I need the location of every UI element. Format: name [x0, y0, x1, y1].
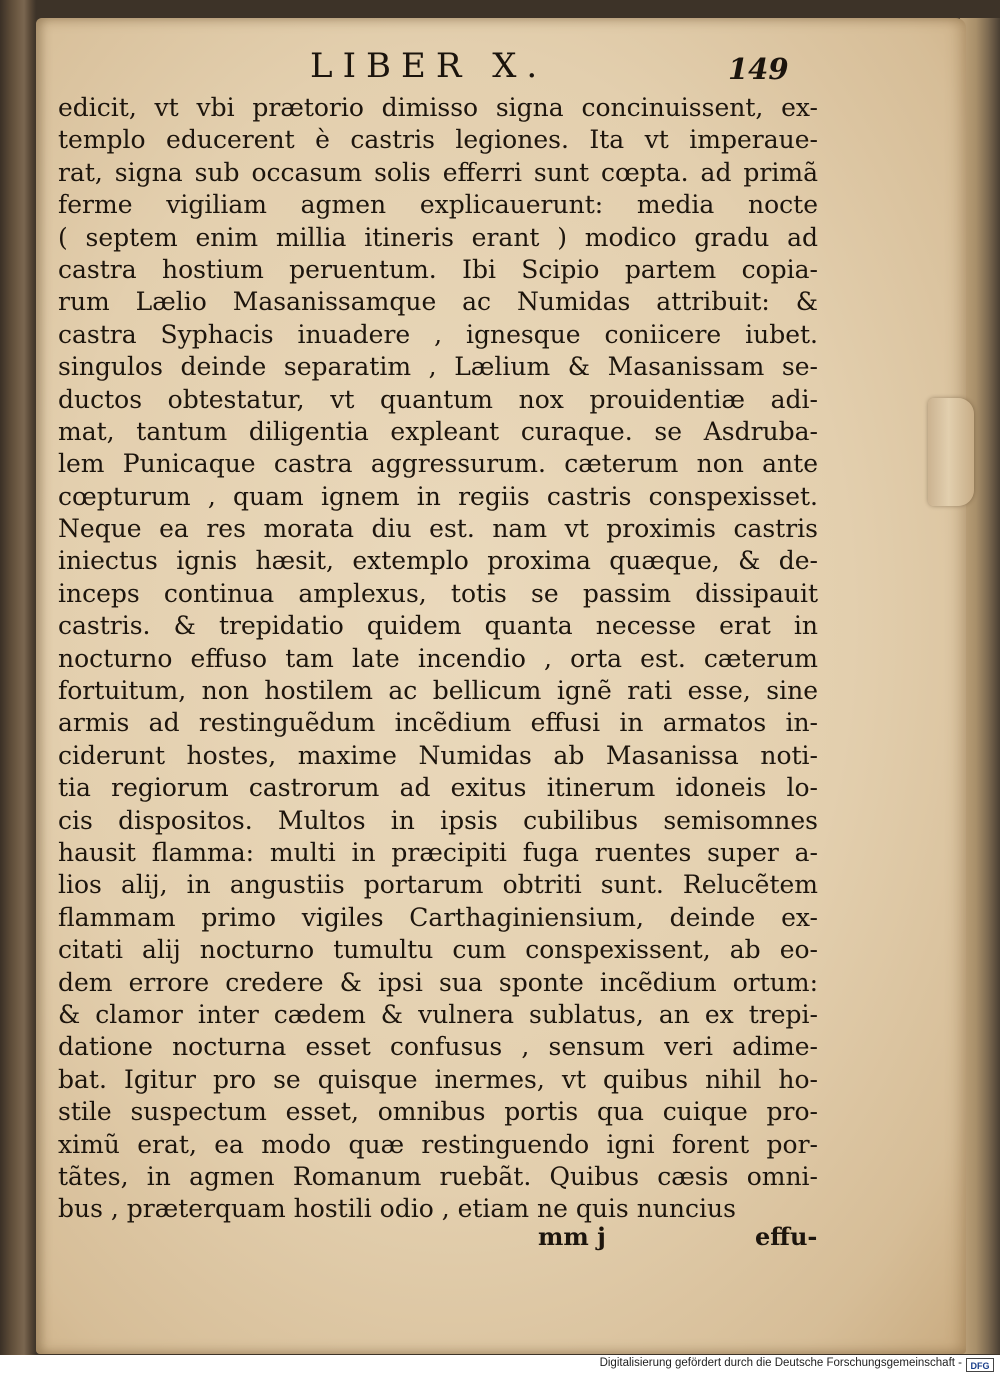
- text-line: templo educerent è castris legiones. Ita vt imperaue-: [58, 125, 818, 155]
- text-line: hausit flamma: multi in præcipiti fuga ruentes super a-: [58, 837, 818, 867]
- catchword: effu-: [755, 1222, 818, 1251]
- text-line: lem Punicaque castra aggressurum. cæterum non ante: [58, 449, 818, 479]
- text-line: fortuitum, non hostilem ac bellicum ignẽ rati esse, sine: [58, 676, 818, 706]
- text-line: ductos obtestatur, vt quantum nox prouidentiæ adi-: [58, 384, 818, 414]
- text-line: bat. Igitur pro se quisque inermes, vt quibus nihil ho-: [58, 1064, 818, 1094]
- text-line: tia regiorum castrorum ad exitus itinerum idoneis lo-: [58, 773, 818, 803]
- page-fore-edge: [960, 18, 1000, 1354]
- text-line: cœpturum , quam ignem in regiis castris conspexisset.: [58, 481, 818, 511]
- text-line: lios alij, in angustiis portarum obtriti sunt. Relucẽtem: [58, 870, 818, 900]
- dfg-logo-icon: DFG: [966, 1358, 994, 1372]
- text-line: edicit, vt vbi prætorio dimisso signa concinuissent, ex-: [58, 93, 818, 122]
- text-line: dem errore credere & ipsi sua sponte incẽdium ortum:: [58, 967, 818, 997]
- text-line: nocturno effuso tam late incendio , orta est. cæterum: [58, 643, 818, 673]
- funding-credit: Digitalisierung gefördert durch die Deutsche Forschungsgemeinschaft -: [599, 1357, 962, 1369]
- text-line: inceps continua amplexus, totis se passim dissipauit: [58, 578, 818, 608]
- signature-mark: mm j: [538, 1222, 606, 1251]
- text-line: ciderunt hostes, maxime Numidas ab Masanissa noti-: [58, 740, 818, 770]
- text-line: flammam primo vigiles Carthaginiensium, deinde ex-: [58, 902, 818, 932]
- page-header: [0, 46, 1000, 90]
- text-line: & clamor inter cædem & vulnera sublatus, an ex trepi-: [58, 999, 818, 1029]
- page-number: 149: [728, 52, 789, 86]
- text-line: singulos deinde separatim , Lælium & Masanissam se-: [58, 352, 818, 382]
- text-line: ferme vigiliam agmen explicauerunt: media nocte: [58, 190, 818, 220]
- text-line: ( septem enim millia itineris erant ) modico gradu ad: [58, 222, 818, 252]
- page-tab-marker: [928, 398, 974, 506]
- text-line: stile suspectum esset, omnibus portis qua cuique pro-: [58, 1097, 818, 1127]
- text-line: castra Syphacis inuadere , ignesque coniicere iubet.: [58, 319, 818, 349]
- text-line: ximũ erat, ea modo quæ restinguendo igni forent por-: [58, 1129, 818, 1159]
- text-line: citati alij nocturno tumultu cum conspexissent, ab eo-: [58, 935, 818, 965]
- running-title: LIBER X.: [310, 46, 548, 86]
- text-line: iniectus ignis hæsit, extemplo proxima quæque, & de-: [58, 546, 818, 576]
- text-line: bus , præterquam hostili odio , etiam ne quis nuncius: [58, 1194, 736, 1224]
- text-line: tãtes, in agmen Romanum ruebãt. Quibus cæsis omni-: [58, 1161, 818, 1191]
- text-line: rat, signa sub occasum solis efferri sunt cœpta. ad primã: [58, 157, 818, 187]
- text-line: cis dispositos. Multos in ipsis cubilibus semisomnes: [58, 805, 818, 835]
- text-line: Neque ea res morata diu est. nam vt proximis castris: [58, 514, 818, 544]
- body-text: [58, 92, 818, 1226]
- digitization-footer: [0, 1355, 1000, 1375]
- text-line: castris. & trepidatio quidem quanta necesse erat in: [58, 611, 818, 641]
- page-foot: [0, 1222, 1000, 1262]
- text-line: rum Lælio Masanissamque ac Numidas attribuit: &: [58, 287, 818, 317]
- text-line: datione nocturna esset confusus , sensum veri adime-: [58, 1032, 818, 1062]
- text-line: mat, tantum diligentia expleant curaque. se Asdruba-: [58, 416, 818, 446]
- text-line: armis ad restinguẽdum incẽdium effusi in armatos in-: [58, 708, 818, 738]
- text-line: castra hostium peruentum. Ibi Scipio partem copia-: [58, 254, 818, 284]
